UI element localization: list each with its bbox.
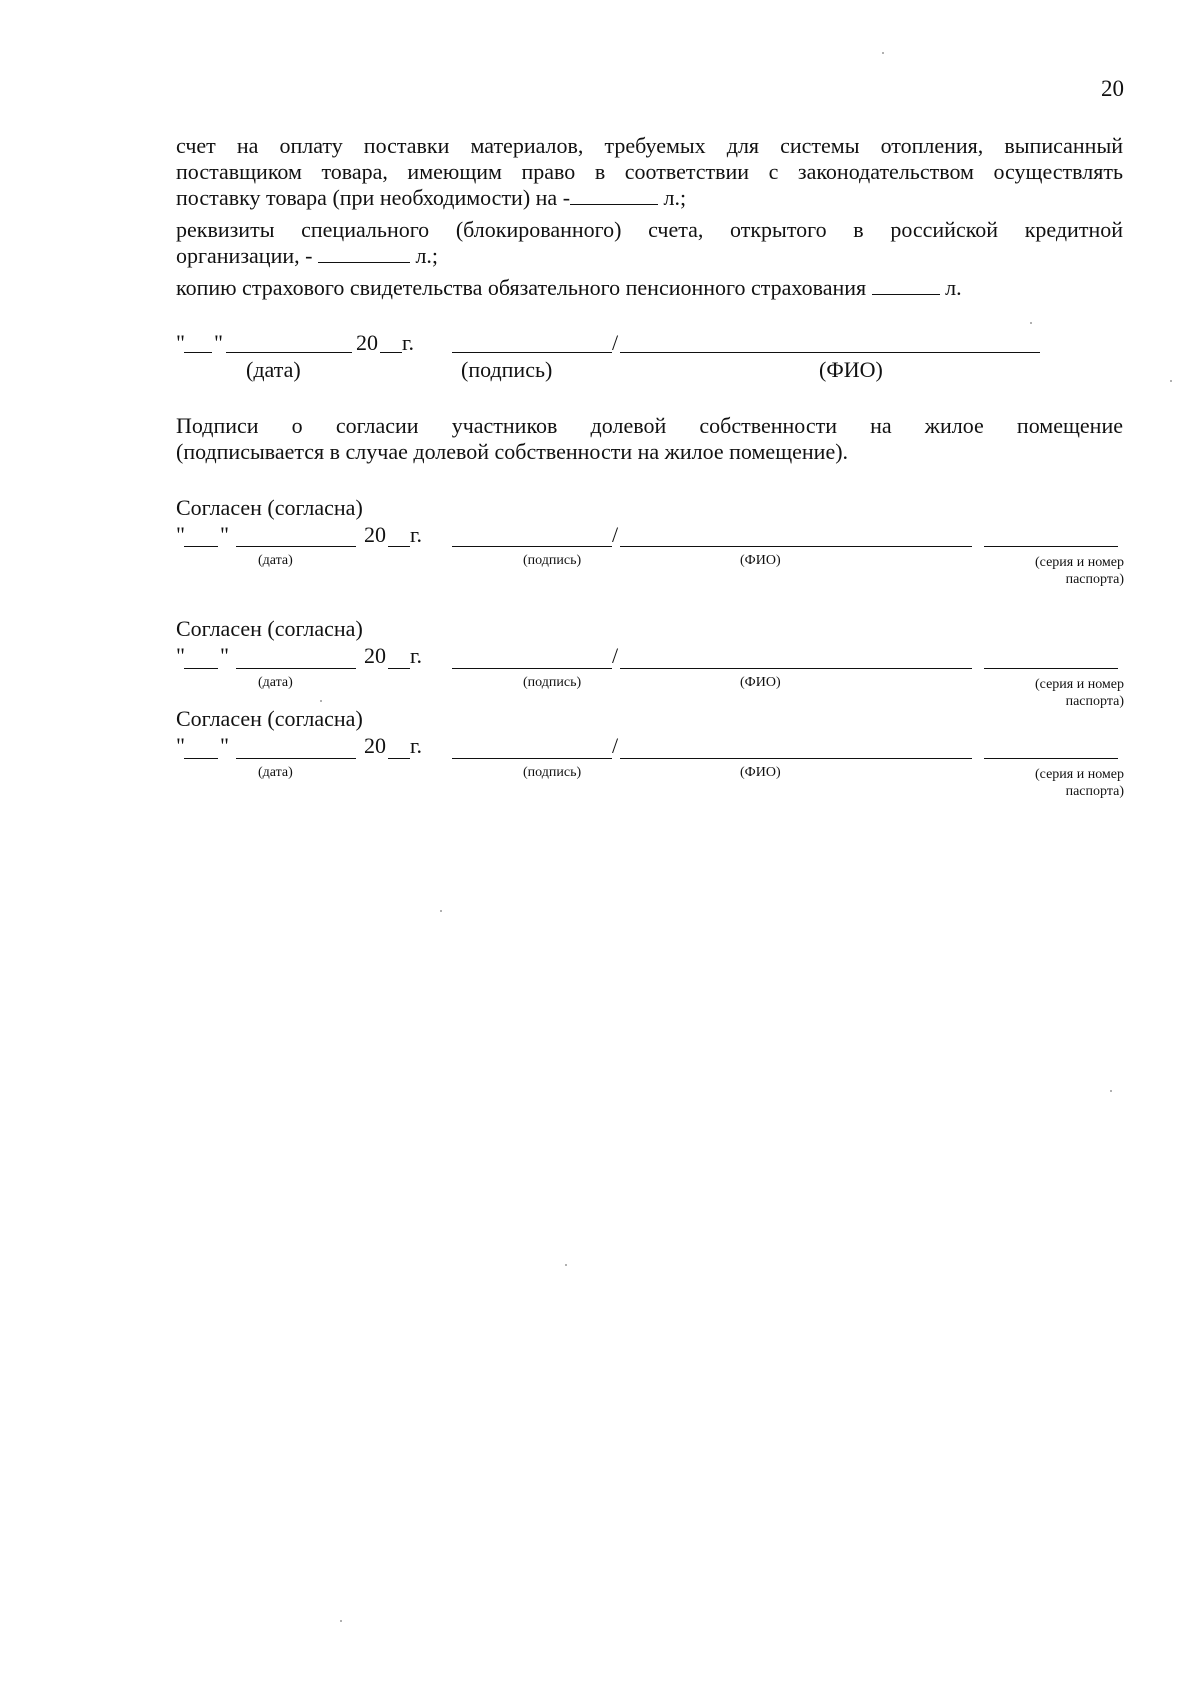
sheets-count-blank[interactable] bbox=[872, 276, 940, 295]
month-blank[interactable] bbox=[236, 546, 356, 547]
sheets-count-blank[interactable] bbox=[570, 186, 658, 205]
paragraph-line bbox=[176, 243, 1123, 269]
name-blank[interactable] bbox=[620, 546, 972, 547]
caption-name: (ФИО) bbox=[740, 553, 781, 568]
year-prefix: 20 bbox=[356, 330, 378, 355]
year-suffix: г. bbox=[402, 330, 415, 355]
quote-close: " bbox=[214, 330, 223, 355]
signature-blank[interactable] bbox=[452, 668, 612, 669]
paragraph-insurance bbox=[176, 275, 1123, 301]
quote-open: " bbox=[176, 522, 185, 547]
paragraph-line: поставщиком товара, имеющим право в соответствии с законодательством осуществлять bbox=[176, 159, 1123, 184]
year-prefix: 20 bbox=[364, 522, 386, 547]
quote-close: " bbox=[220, 522, 229, 547]
year-suffix: г. bbox=[410, 733, 423, 758]
paragraph-line-text: поставку товара (при необходимости) на - bbox=[176, 185, 571, 210]
paragraph-line: реквизиты специального (блокированного) счета, открытого в российской кредитной bbox=[176, 217, 1123, 242]
year-suffix: г. bbox=[410, 522, 423, 547]
scan-speck bbox=[1170, 380, 1172, 382]
caption-passport-line1: (серия и номер bbox=[1035, 767, 1124, 782]
consent-title: Согласен (согласна) bbox=[176, 495, 363, 520]
signature-blank[interactable] bbox=[452, 758, 612, 759]
caption-passport-line1: (серия и номер bbox=[1035, 555, 1124, 570]
scan-speck bbox=[340, 1620, 342, 1622]
caption-signature: (подпись) bbox=[523, 765, 582, 780]
caption-name: (ФИО) bbox=[740, 675, 781, 690]
year-prefix: 20 bbox=[364, 643, 386, 668]
paragraph-invoice bbox=[176, 133, 1123, 211]
passport-blank[interactable] bbox=[984, 758, 1118, 759]
page-number: 20 bbox=[1101, 76, 1124, 101]
scan-speck bbox=[320, 700, 322, 702]
caption-passport-line2: паспорта) bbox=[1065, 572, 1124, 587]
paragraph-line: счет на оплату поставки материалов, требуемых для системы отопления, выписанный bbox=[176, 133, 1123, 158]
month-blank[interactable] bbox=[236, 668, 356, 669]
signature-blank[interactable] bbox=[452, 546, 612, 547]
sheets-suffix: л. bbox=[939, 275, 962, 300]
caption-date: (дата) bbox=[246, 357, 301, 382]
consent-title: Согласен (согласна) bbox=[176, 706, 363, 731]
year-blank[interactable] bbox=[380, 352, 402, 353]
quote-open: " bbox=[176, 733, 185, 758]
signature-blank[interactable] bbox=[452, 352, 612, 353]
year-blank[interactable] bbox=[388, 668, 410, 669]
scan-speck bbox=[1030, 322, 1032, 324]
consent-title: Согласен (согласна) bbox=[176, 616, 363, 641]
slash: / bbox=[612, 643, 619, 668]
sheets-suffix: л.; bbox=[409, 243, 439, 268]
caption-date: (дата) bbox=[258, 675, 293, 690]
name-blank[interactable] bbox=[620, 758, 972, 759]
year-suffix: г. bbox=[410, 643, 423, 668]
caption-signature: (подпись) bbox=[523, 553, 582, 568]
scan-speck bbox=[1110, 1090, 1112, 1092]
day-blank[interactable] bbox=[184, 352, 212, 353]
caption-name: (ФИО) bbox=[819, 357, 883, 382]
name-blank[interactable] bbox=[620, 668, 972, 669]
day-blank[interactable] bbox=[184, 668, 218, 669]
passport-blank[interactable] bbox=[984, 668, 1118, 669]
sheets-suffix: л.; bbox=[658, 185, 687, 210]
day-blank[interactable] bbox=[184, 546, 218, 547]
month-blank[interactable] bbox=[226, 352, 352, 353]
caption-date: (дата) bbox=[258, 553, 293, 568]
sheets-count-blank[interactable] bbox=[318, 244, 410, 263]
day-blank[interactable] bbox=[184, 758, 218, 759]
year-prefix: 20 bbox=[364, 733, 386, 758]
scan-speck bbox=[565, 1264, 567, 1266]
quote-open: " bbox=[176, 643, 185, 668]
quote-close: " bbox=[220, 643, 229, 668]
passport-blank[interactable] bbox=[984, 546, 1118, 547]
scan-speck bbox=[882, 52, 884, 54]
paragraph-line-text: копию страхового свидетельства обязательного пенсионного страхования bbox=[176, 275, 867, 300]
paragraph-line bbox=[176, 185, 1123, 211]
year-blank[interactable] bbox=[388, 758, 410, 759]
slash: / bbox=[612, 330, 619, 355]
caption-name: (ФИО) bbox=[740, 765, 781, 780]
paragraph-line-text: организации, - bbox=[176, 243, 313, 268]
caption-signature: (подпись) bbox=[461, 357, 553, 382]
slash: / bbox=[612, 522, 619, 547]
caption-passport-line2: паспорта) bbox=[1065, 694, 1124, 709]
caption-passport-line1: (серия и номер bbox=[1035, 677, 1124, 692]
year-blank[interactable] bbox=[388, 546, 410, 547]
paragraph-bank-details bbox=[176, 217, 1123, 269]
name-blank[interactable] bbox=[620, 352, 1040, 353]
consent-heading-line: (подписывается в случае долевой собственности на жилое помещение). bbox=[176, 439, 849, 464]
month-blank[interactable] bbox=[236, 758, 356, 759]
slash: / bbox=[612, 733, 619, 758]
caption-date: (дата) bbox=[258, 765, 293, 780]
consent-heading bbox=[176, 413, 1123, 465]
caption-passport-line2: паспорта) bbox=[1065, 784, 1124, 799]
caption-signature: (подпись) bbox=[523, 675, 582, 690]
consent-heading-line: Подписи о согласии участников долевой собственности на жилое помещение bbox=[176, 413, 1123, 438]
quote-close: " bbox=[220, 733, 229, 758]
quote-open: " bbox=[176, 330, 185, 355]
paragraph-line bbox=[176, 275, 1123, 301]
scan-speck bbox=[440, 910, 442, 912]
